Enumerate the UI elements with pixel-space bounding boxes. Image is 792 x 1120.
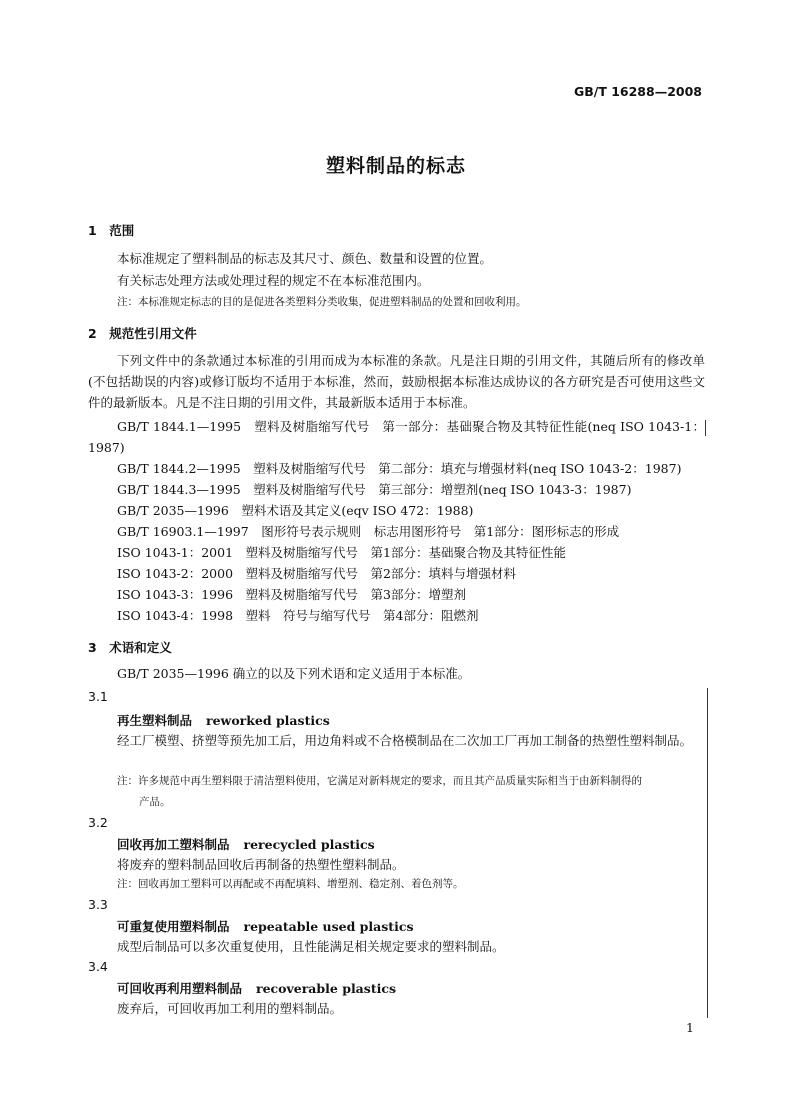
term-definition: 经工厂模塑、挤塑等预先加工后，用边角料或不合格模制品在二次加工厂再加工制备的热塑性塑料制品。 [117, 733, 693, 748]
section-1-note: 注：本标准规定标志的目的是促进各类塑料分类收集，促进塑料制品的处置和回收利用。 [117, 296, 527, 308]
term-title [117, 835, 375, 853]
term-note: 注：回收再加工塑料可以再配或不再配填料、增塑剂、稳定剂、着色剂等。 [117, 878, 464, 890]
reference-item: ISO 1043-2：2000 塑料及树脂缩写代号 第2部分：填料与增强材料 [117, 566, 516, 581]
term-title [117, 711, 330, 729]
term-number: 3.1 [88, 689, 108, 704]
section-2-heading: 2 规范性引用文件 [88, 326, 197, 341]
term-number: 3.4 [88, 959, 108, 974]
document-title: 塑料制品的标志 [325, 155, 466, 177]
reference-item: GB/T 16903.1—1997 图形符号表示规则 标志用图形符号 第1部分：图形标志的形成 [117, 524, 620, 539]
reference-item: ISO 1043-4：1998 塑料 符号与缩写代号 第4部分：阻燃剂 [117, 608, 479, 623]
term-definition: 废弃后，可回收再加工利用的塑料制品。 [117, 1001, 343, 1016]
term-note: 注：许多规范中再生塑料限于清洁塑料使用，它满足对新料规定的要求，而且其产品质量实际相当于由新料制得的 [117, 775, 642, 787]
section-1-heading: 1 范围 [88, 223, 135, 238]
reference-item: GB/T 1844.3—1995 塑料及树脂缩写代号 第三部分：增塑剂(neq ISO 1043-3：1987) [117, 482, 632, 497]
standard-number: GB/T 16288—2008 [573, 84, 702, 99]
reference-item: GB/T 1844.2—1995 塑料及树脂缩写代号 第二部分：填充与增强材料(neq ISO 1043-2：1987) [117, 461, 682, 476]
section-1-line-2: 有关标志处理方法或处理过程的规定不在本标准范围内。 [117, 273, 430, 288]
change-bar [705, 420, 706, 436]
term-title-en: reworked plastics [206, 713, 330, 728]
section-3-heading: 3 术语和定义 [88, 640, 172, 655]
term-title-zh: 可回收再利用塑料制品 [117, 981, 243, 996]
term-title-zh: 可重复使用塑料制品 [117, 919, 230, 934]
term-definition: 将废弃的塑料制品回收后再制备的热塑性塑料制品。 [117, 857, 405, 872]
term-number: 3.3 [88, 897, 108, 912]
term-title-zh: 再生塑料制品 [117, 713, 193, 728]
term-title-en: rerecycled plastics [243, 837, 375, 852]
reference-item: GB/T 1844.1—1995 塑料及树脂缩写代号 第一部分：基础聚合物及其特征性能(neq ISO 1043-1：1987) [88, 419, 705, 455]
term-definition: 成型后制品可以多次重复使用，且性能满足相关规定要求的塑料制品。 [117, 939, 505, 954]
term-title-zh: 回收再加工塑料制品 [117, 837, 230, 852]
section-1-line-1: 本标准规定了塑料制品的标志及其尺寸、颜色、数量和设置的位置。 [117, 251, 493, 266]
section-3-intro: GB/T 2035—1996 确立的以及下列术语和定义适用于本标准。 [117, 666, 471, 681]
term-title-en: repeatable used plastics [243, 919, 414, 934]
page-number: 1 [686, 1020, 694, 1035]
reference-item: ISO 1043-1：2001 塑料及树脂缩写代号 第1部分：基础聚合物及其特征性能 [117, 545, 566, 560]
change-bar [707, 688, 708, 1018]
term-title [117, 917, 413, 935]
term-title [117, 979, 396, 997]
reference-item: GB/T 2035—1996 塑料术语及其定义(eqv ISO 472：1988) [117, 503, 474, 518]
section-2-intro: 下列文件中的条款通过本标准的引用而成为本标准的条款。凡是注日期的引用文件，其随后所有的修改单(不包括勘误的内容)或修订版均不适用于本标准，然而，鼓励根据本标准达成协议的各方研究是否可使用这些文件的最新版本。凡是不注日期的引用文件，其最新版本适用于本标准。 [88, 353, 705, 410]
term-note-continued: 产品。 [139, 796, 171, 808]
term-number: 3.2 [88, 815, 108, 830]
reference-item: ISO 1043-3：1996 塑料及树脂缩写代号 第3部分：增塑剂 [117, 587, 466, 602]
term-title-en: recoverable plastics [256, 981, 396, 996]
